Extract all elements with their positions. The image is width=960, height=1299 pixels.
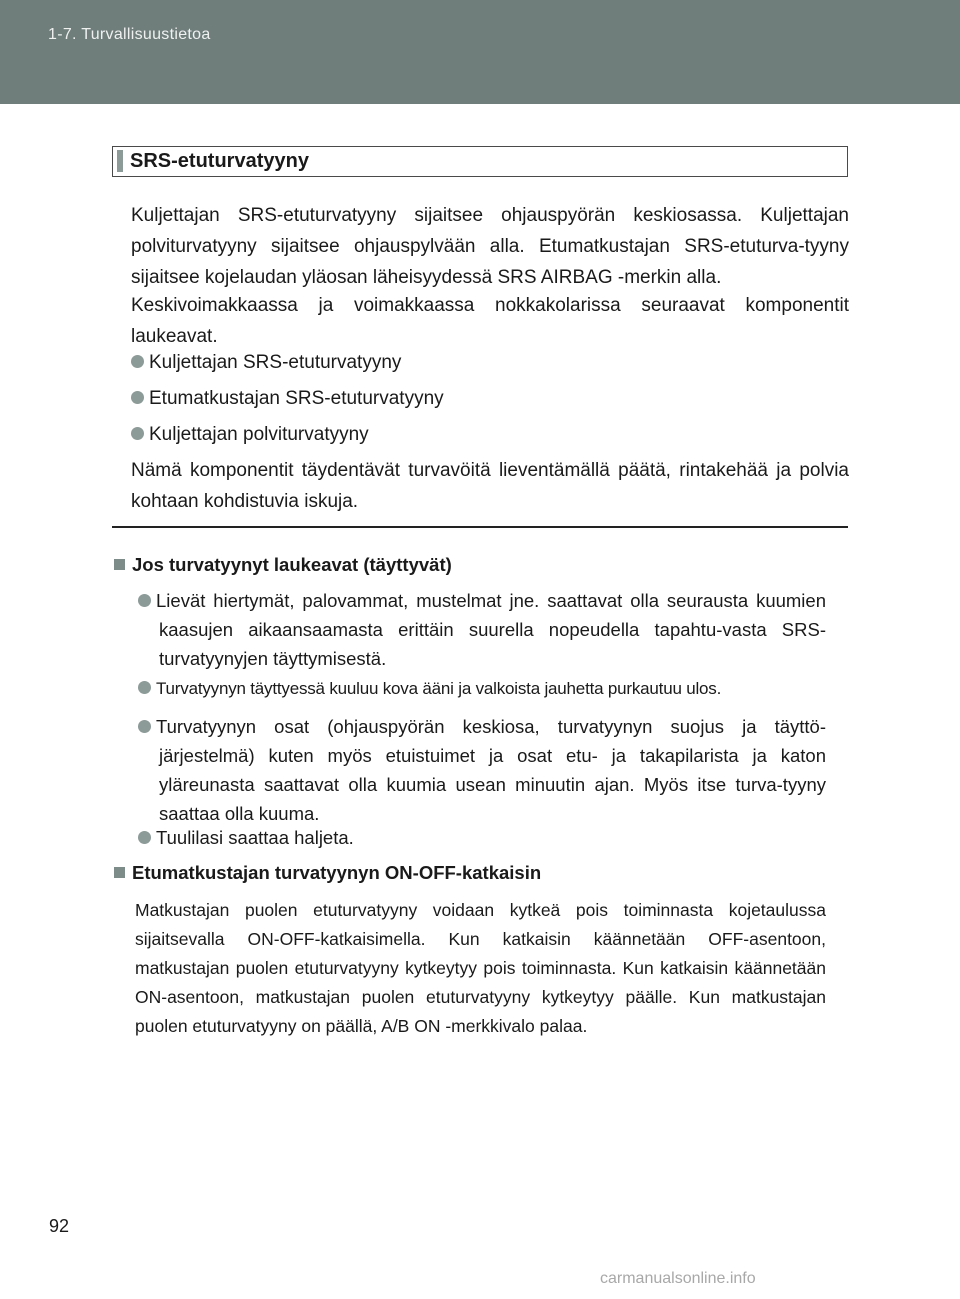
chapter-title: 1-7. Turvallisuustietoa	[48, 26, 211, 43]
list-item: Tuulilasi saattaa haljeta.	[138, 823, 826, 852]
subheading-deploy: Jos turvatyynyt laukeavat (täyttyvät)	[114, 551, 452, 579]
section-title: SRS-etuturvatyyny	[130, 150, 309, 172]
page-number: 92	[49, 1216, 70, 1236]
deploy-paragraph: Keskivoimakkaassa ja voimakkaassa nokkakolarissa seuraavat komponentit laukeavat.	[131, 295, 849, 347]
list-item: Turvatyynyn osat (ohjauspyörän keskiosa, turvatyynyn suojus ja täyttö-järjestelmä) kuten myös etuistuimet ja osat etu- ja takapilarista ja katon yläreunasta saattavat olla kuumia usean minuutin ajan. Myös itse turva-tyyny saattaa olla kuuma.	[138, 712, 826, 828]
list-item: Kuljettajan polviturvatyyny	[131, 419, 369, 450]
list-item: Turvatyynyn täyttyessä kuuluu kova ääni ja valkoista jauhetta purkautuu ulos.	[138, 674, 826, 703]
heading-accent-bar	[117, 150, 123, 172]
intro-paragraph: Kuljettajan SRS-etuturvatyyny sijaitsee ohjauspyörän keskiosassa. Kuljettajan polviturvatyyny sijaitsee ohjauspylvään alla. Etumatkustajan SRS-etuturva-tyyny sijaitsee kojelaudan yläosan läheisyydessä SRS AIRBAG -merkin alla.	[131, 205, 849, 288]
watermark: carmanualsonline.info	[600, 1270, 756, 1287]
list-item: Etumatkustajan SRS-etuturvatyyny	[131, 383, 444, 414]
list-item: Lievät hiertymät, palovammat, mustelmat jne. saattavat olla seurausta kuumien kaasujen aikaansaamasta erittäin suurella nopeudella tapahtu-vasta SRS-turvatyynyjen täyttymisestä.	[138, 586, 826, 673]
page-header	[0, 0, 960, 104]
bullet-dot-icon	[138, 720, 151, 733]
square-bullet-icon	[114, 867, 125, 878]
section-heading-box	[112, 146, 848, 177]
bullet-dot-icon	[138, 681, 151, 694]
switch-paragraph: Matkustajan puolen etuturvatyyny voidaan kytkeä pois toiminnasta kojetaulussa sijaitsevalla ON-OFF-katkaisimella. Kun katkaisin käännetään OFF-asentoon, matkustajan puolen etuturvatyyny kytkeytyy pois toiminnasta. Kun katkaisin käännetään ON-asentoon, matkustajan puolen etuturvatyyny kytkeytyy päälle. Kun matkustajan puolen etuturvatyyny on päällä, A/B ON -merkkivalo palaa.	[135, 900, 826, 1036]
bullet-dot-icon	[131, 427, 144, 440]
bullet-dot-icon	[131, 355, 144, 368]
section-divider	[112, 526, 848, 528]
summary-paragraph: Nämä komponentit täydentävät turvavöitä lieventämällä päätä, rintakehää ja polvia kohtaan kohdistuvia iskuja.	[131, 460, 849, 512]
list-item: Kuljettajan SRS-etuturvatyyny	[131, 347, 401, 378]
bullet-dot-icon	[131, 391, 144, 404]
bullet-dot-icon	[138, 831, 151, 844]
bullet-dot-icon	[138, 594, 151, 607]
square-bullet-icon	[114, 559, 125, 570]
subheading-switch: Etumatkustajan turvatyynyn ON-OFF-katkaisin	[114, 859, 541, 887]
